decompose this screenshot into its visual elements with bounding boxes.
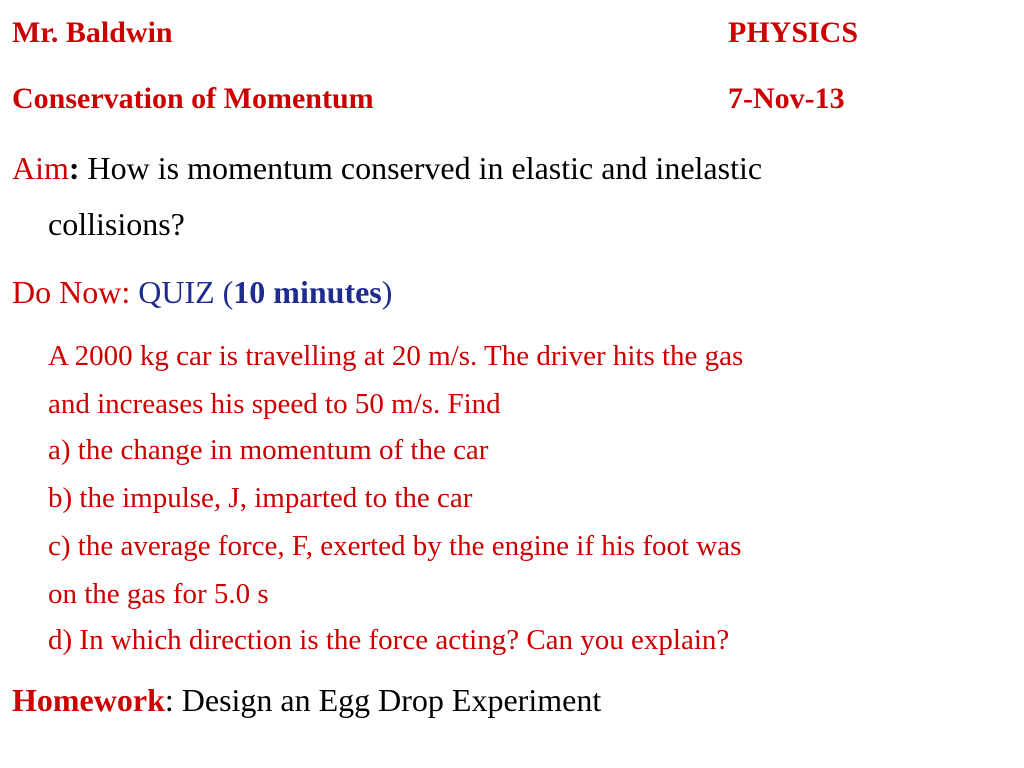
homework-label: Homework	[12, 682, 165, 718]
homework-text: Design an Egg Drop Experiment	[181, 682, 602, 718]
quiz-line: c) the average force, F, exerted by the engine if his foot was	[48, 530, 742, 562]
quiz-title: QUIZ (	[138, 274, 234, 310]
lesson-topic: Conservation of Momentum	[12, 82, 374, 115]
do-now-line	[12, 274, 392, 311]
do-now-label: Do Now:	[12, 274, 131, 310]
homework-colon: :	[164, 682, 174, 718]
teacher-name: Mr. Baldwin	[12, 16, 173, 49]
lesson-date: 7-Nov-13	[728, 82, 845, 115]
aim-label: Aim	[12, 150, 69, 186]
aim-colon: :	[68, 150, 80, 186]
aim-line-2: collisions?	[48, 206, 185, 242]
aim-text-1: How is momentum conserved in elastic and inelastic	[87, 150, 763, 186]
quiz-line: b) the impulse, J, imparted to the car	[48, 482, 473, 514]
subject-label: PHYSICS	[728, 16, 859, 49]
quiz-line: A 2000 kg car is travelling at 20 m/s. The driver hits the gas	[48, 340, 744, 372]
quiz-line: and increases his speed to 50 m/s. Find	[48, 388, 501, 420]
quiz-duration: 10 minutes	[233, 274, 382, 310]
quiz-line: d) In which direction is the force acting? Can you explain?	[48, 624, 730, 656]
quiz-close: )	[381, 274, 393, 310]
aim-line-1	[12, 150, 762, 187]
homework-line	[12, 682, 601, 719]
quiz-line: a) the change in momentum of the car	[48, 434, 489, 466]
quiz-line: on the gas for 5.0 s	[48, 578, 269, 610]
